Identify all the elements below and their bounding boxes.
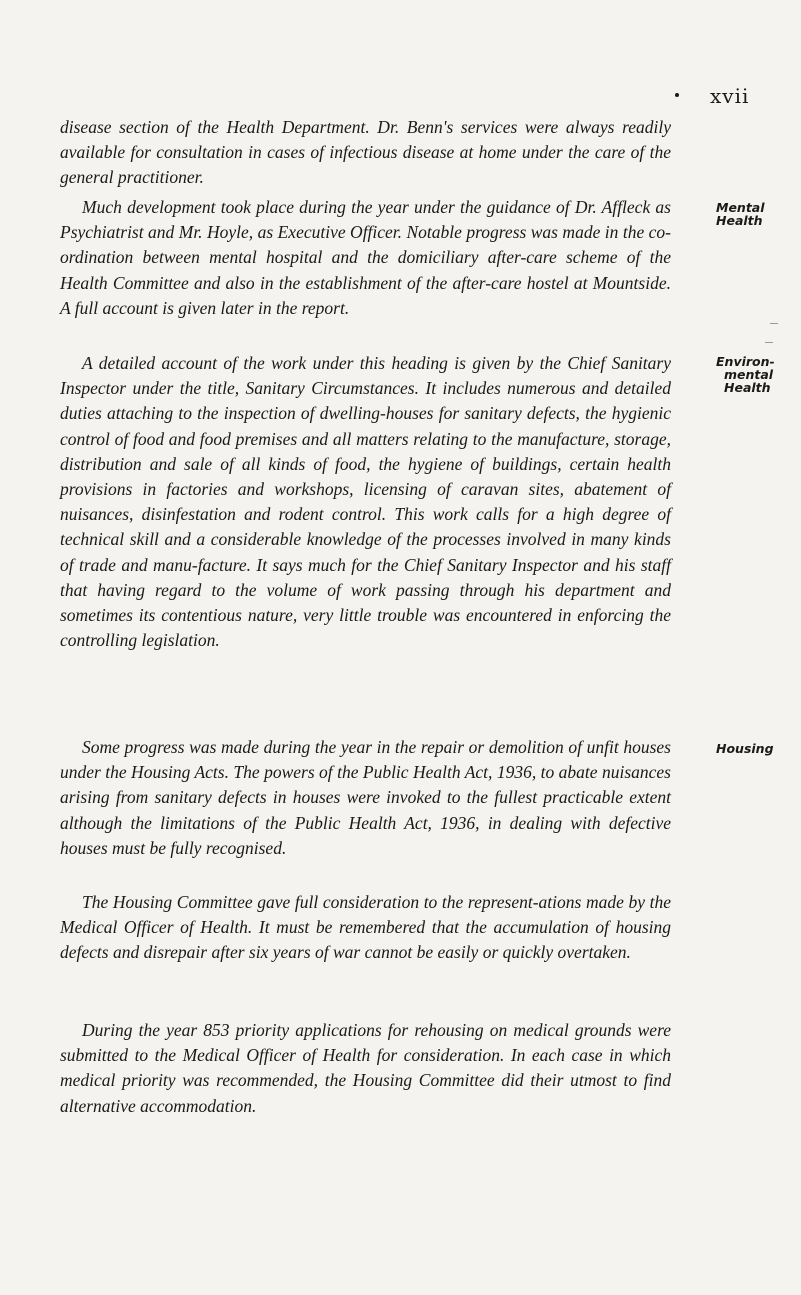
stray-mark [770, 323, 778, 324]
stray-mark [765, 342, 773, 343]
paragraph-housing-repair: Some progress was made during the year in the repair or demolition of unfit houses under the Housing Acts. The powers of the Public Health Act, 1936, to abate nuisances arising from sanitary defects in houses were invoked to the fullest practicable extent although the limitations of the Public Health Act, 1936, in dealing with defective houses must be fully recognised. [60, 737, 671, 858]
paragraph-rehousing-priority: During the year 853 priority applications for rehousing on medical grounds were submitted to the Medical Officer of Health for consideration. In each case in which medical priority was recommended, the Housing Committee did their utmost to find alternative accommodation. [60, 1020, 671, 1116]
margin-note-line: Health [716, 213, 763, 228]
paragraph-infectious-disease-continued: disease section of the Health Department. Dr. Benn's services were always readily available for consultation in cases of infectious disease at home under the care of the general practitioner. [60, 117, 671, 188]
margin-note-line: Housing [716, 741, 774, 756]
margin-note-environmental-health [716, 355, 798, 394]
page-number-dot [675, 93, 679, 97]
margin-note-line: Mental [716, 200, 765, 215]
margin-note-line: mental [724, 367, 774, 382]
margin-note-line: Health [724, 380, 771, 395]
margin-note-mental-health [716, 201, 798, 227]
margin-note-line: Environ- [716, 354, 775, 369]
paragraph-environmental-health: A detailed account of the work under this heading is given by the Chief Sanitary Inspector under the title, Sanitary Circumstances. It includes numerous and detailed duties attaching to the inspection of dwelling-houses for sanitary defects, the hygienic control of food and food premises and all matters relating to the manufacture, storage, distribution and sale of all kinds of food, the hygiene of buildings, certain health provisions in factories and workshops, licensing of caravan sites, abatement of nuisances, disinfestation and rodent control. This work calls for a high degree of technical skill and a considerable knowledge of the processes involved in many kinds of trade and manu-facture. It says much for the Chief Sanitary Inspector and his staff that having regard to the volume of work passing through his department and sometimes its contentious nature, very little trouble was encountered in enforcing the controlling legislation. [60, 353, 671, 651]
page-number: xvii [710, 84, 750, 108]
paragraph-mental-health: Much development took place during the year under the guidance of Dr. Affleck as Psychiatrist and Mr. Hoyle, as Executive Officer. Notable progress was made in the co-ordination between mental hospital and the domiciliary after-care scheme of the Health Committee and also in the establishment of the after-care hostel at Mountside. A full account is given later in the report. [60, 197, 671, 318]
paragraph-housing-committee: The Housing Committee gave full consideration to the represent-ations made by the Medical Officer of Health. It must be remembered that the accumulation of housing defects and disrepair after six years of war cannot be easily or quickly overtaken. [60, 892, 671, 963]
margin-note-housing [716, 742, 798, 755]
